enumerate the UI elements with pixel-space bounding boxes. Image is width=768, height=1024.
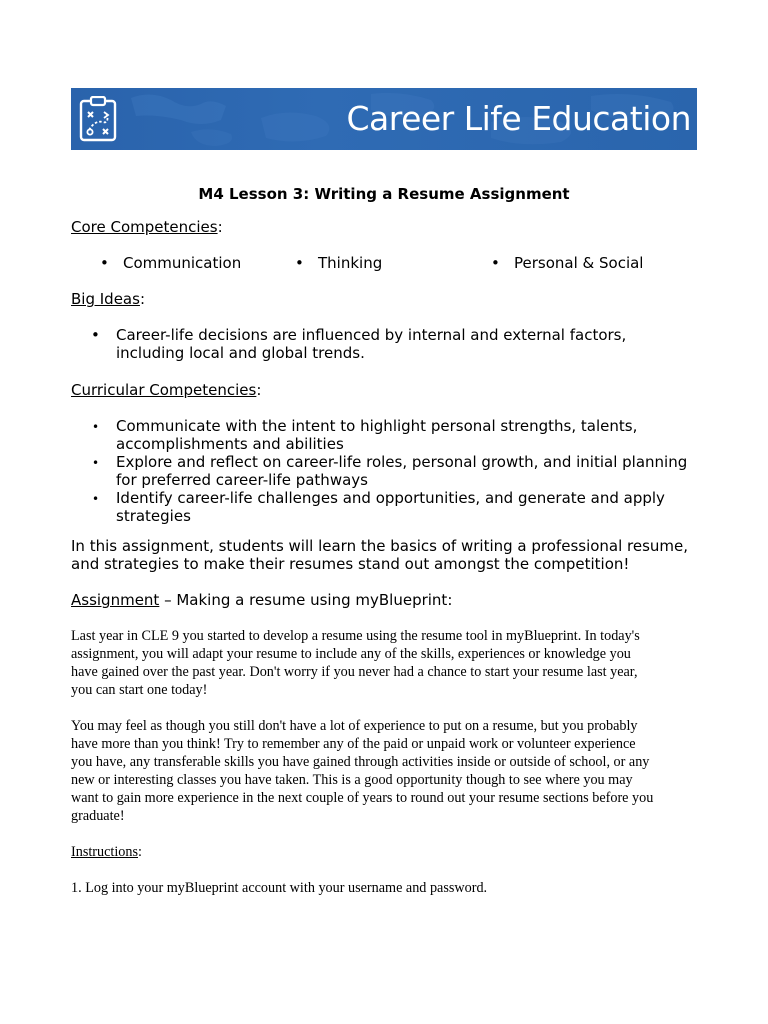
- paragraph-line: you have, any transferable skills you have gained through activities inside or outside of school, or any: [71, 754, 650, 770]
- competency-item: Communication: [123, 254, 242, 272]
- instructions-heading: [71, 843, 701, 861]
- paragraph-line: have more than you think! Try to remember any of the paid or unpaid work or volunteer experience: [71, 736, 636, 752]
- paragraph-line: want to gain more experience in the next couple of years to round out your resume sections before you: [71, 790, 654, 806]
- bullet-icon: •: [100, 254, 109, 272]
- instructions-colon: :: [138, 844, 142, 860]
- paragraph-line: You may feel as though you still don't have a lot of experience to put on a resume, but you probably: [71, 718, 638, 734]
- intro-line: In this assignment, students will learn the basics of writing a professional resume,: [71, 537, 689, 555]
- paragraph-2: [71, 717, 701, 825]
- curricular-item-line: for preferred career-life pathways: [116, 471, 368, 489]
- assignment-heading: [71, 591, 452, 609]
- paragraph-line: new or interesting classes you have taken. This is a good opportunity though to see where you may: [71, 772, 633, 788]
- assignment-label: Assignment: [71, 591, 160, 609]
- curricular-item-line: strategies: [116, 507, 191, 525]
- bullet-icon: •: [91, 326, 100, 344]
- big-ideas-label: Big Ideas: [71, 290, 140, 308]
- big-ideas-heading: [71, 290, 145, 308]
- document-title: M4 Lesson 3: Writing a Resume Assignment: [198, 185, 570, 203]
- bullet-icon: •: [92, 456, 100, 470]
- core-competencies-colon: :: [217, 218, 223, 236]
- curricular-competencies-label: Curricular Competencies: [71, 381, 257, 399]
- paragraph-line: Last year in CLE 9 you started to develop a resume using the resume tool in myBlueprint. In today's: [71, 628, 640, 644]
- banner-title: Career Life Education: [346, 99, 691, 138]
- bullet-icon: •: [491, 254, 500, 272]
- instructions-label: Instructions: [71, 844, 138, 860]
- curricular-item-line: accomplishments and abilities: [116, 435, 344, 453]
- big-ideas-colon: :: [139, 290, 145, 308]
- paragraph-line: have gained over the past year. Don't worry if you never had a chance to start your resume last year,: [71, 664, 638, 680]
- curricular-item-line: Communicate with the intent to highlight personal strengths, talents,: [116, 417, 638, 435]
- curricular-item-line: Explore and reflect on career-life roles, personal growth, and initial planning: [116, 453, 688, 471]
- competency-item: Thinking: [318, 254, 383, 272]
- paragraph-line: you can start one today!: [71, 682, 208, 698]
- core-competencies-heading: [71, 218, 223, 236]
- paragraph-line: assignment, you will adapt your resume to include any of the skills, experiences or knowledge you: [71, 646, 631, 662]
- core-competencies-label: Core Competencies: [71, 218, 218, 236]
- curricular-item-line: Identify career-life challenges and opportunities, and generate and apply: [116, 489, 665, 507]
- instruction-step: 1. Log into your myBlueprint account with your username and password.: [71, 880, 488, 896]
- big-idea-line: Career-life decisions are influenced by internal and external factors,: [116, 326, 627, 344]
- curricular-competencies-colon: :: [256, 381, 262, 399]
- paragraph-line: graduate!: [71, 808, 125, 824]
- big-idea-line: including local and global trends.: [116, 344, 365, 362]
- bullet-icon: •: [92, 492, 100, 506]
- bullet-icon: •: [92, 420, 100, 434]
- paragraph-1: [71, 627, 701, 699]
- bullet-icon: •: [295, 254, 304, 272]
- header-banner: [71, 88, 697, 150]
- competency-item: Personal & Social: [514, 254, 644, 272]
- clipboard-plan-icon: [79, 96, 117, 142]
- curricular-competencies-heading: [71, 381, 261, 399]
- intro-line: and strategies to make their resumes stand out amongst the competition!: [71, 555, 630, 573]
- assignment-description: – Making a resume using myBlueprint:: [159, 591, 453, 609]
